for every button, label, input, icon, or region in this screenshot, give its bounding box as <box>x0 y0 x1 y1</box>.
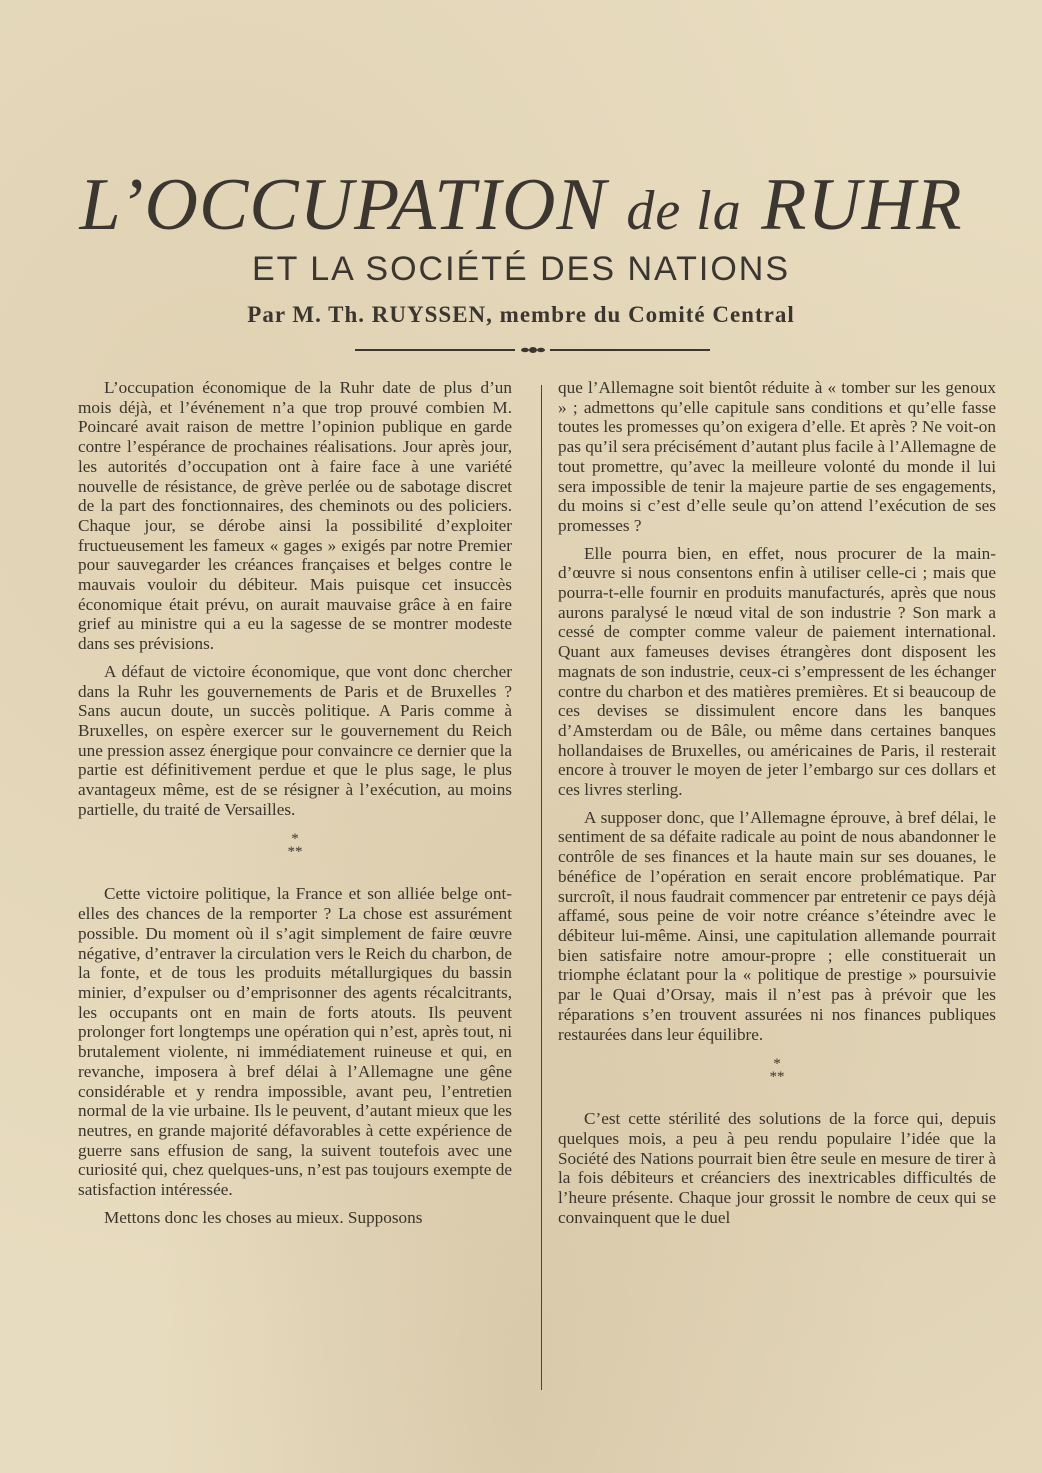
article-byline: Par M. Th. RUYSSEN, membre du Comité Central <box>247 302 795 327</box>
title-part-occupation: L’OCCUPATION <box>79 164 607 246</box>
ornament-line-right <box>550 349 710 351</box>
ornament-flourish-icon <box>520 345 546 355</box>
asterism-separator <box>558 1056 996 1086</box>
paragraph: Elle pourra bien, en effet, nous procurer de la main-d’œuvre si nous consentons enfin à utiliser celle-ci ; mais que pourra-t-elle fournir en produits manufacturés, après que nous aurons paralysé le nœud vital de son industrie ? Son mark a cessé de compter comme valeur de paiement international. Quant aux fameuses devises étrangères dont disposent les magnats de son industrie, ceux-ci s’empressent de les échanger contre du charbon et des matières premières. Et si beaucoup de ces devises se dissimulent encore dans les banques d’Amsterdam ou de Bâle, ou même dans certaines banques hollandaises de Bruxelles, ou américaines de Paris, il resterait encore à trouver le moyen de jeter l’embargo sur ces dollars et ces livres sterling. <box>558 543 996 800</box>
asterism-star: * <box>769 1069 777 1086</box>
right-column <box>558 378 996 1235</box>
paragraph: C’est cette stérilité des solutions de la force qui, depuis quelques mois, a peu à peu rendu populaire l’idée que la Société des Nations pourrait bien être seule en mesure de tirer à la fois débiteurs et créanciers des inextricables difficultés de l’heure présente. Chaque jour grossit le nombre de ceux qui se convainquent que le duel <box>558 1109 996 1227</box>
paragraph: A défaut de victoire économique, que vont donc chercher dans la Ruhr les gouvernements de Paris et de Bruxelles ? Sans aucun doute, un succès politique. A Paris comme à Bruxelles, on espère exercer sur le gouvernement du Reich une pression assez énergique pour convaincre ce dernier que la partie est définitivement perdue et que le plus sage, le plus avantageux même, est de se résigner à l’exécution, au moins partielle, du traité de Versailles. <box>78 661 512 819</box>
asterism-star: * <box>291 831 299 848</box>
paragraph: A supposer donc, que l’Allemagne éprouve, à bref délai, le sentiment de sa défaite radicale au point de nous abandonner le contrôle de ses finances et la haute main sur ses douanes, le bénéfice de l’opération en serait encore problématique. Par surcroît, il nous faudrait commencer par entretenir ce pays déjà affamé, sous peine de voir notre créance s’éteindre avec le débiteur lui-même. Ainsi, une capitulation allemande pourrait bien satisfaire notre amour-propre ; elle constituerait un triomphe éclatant pour la « politique de prestige » poursuivie par le Quai d’Orsay, mais il n’est pas à prévoir que les réparations s’en trouvent assurées ni nos finances publiques restaurées dans leur équilibre. <box>558 807 996 1044</box>
asterism-star: * <box>777 1069 785 1086</box>
title-ornament <box>355 345 710 355</box>
left-column <box>78 378 512 1235</box>
paragraph: Cette victoire politique, la France et son alliée belge ont-elles des chances de la remporter ? La chose est assurément possible. Du moment où il s’agit simplement de faire œuvre négative, d’entraver la circulation vers le Reich du charbon, de la fonte, et de tous les produits métallurgiques du bassin minier, d’expulser ou d’emprisonner des agents récalcitrants, les occupants ont en main de forts atouts. Ils peuvent prolonger fort longtemps une opération qui n’est, après tout, ni brutalement violente, ni immédiatement ruineuse et qui, en revanche, imposera à bref délai à l’Allemagne une gêne considérable et y rendra impossible, avant peu, l’entretien normal de la vie urbaine. Ils le peuvent, d’autant mieux que les neutres, en grande majorité défavorables à cette expérience de guerre sans effusion de sang, la suivent toutefois avec une curiosité qui, chez quelques-uns, n’est pas toujours exempte de satisfaction intéressée. <box>78 884 512 1200</box>
asterism-star: * <box>773 1056 781 1073</box>
title-part-ruhr: RUHR <box>761 164 963 246</box>
asterism-separator <box>78 831 512 861</box>
article-title <box>0 160 1042 256</box>
asterism-star: * <box>287 844 295 861</box>
ornament-line-left <box>355 349 515 351</box>
column-divider <box>541 385 542 1390</box>
paragraph: Mettons donc les choses au mieux. Supposons <box>104 1207 423 1227</box>
article-subtitle: ET LA SOCIÉTÉ DES NATIONS <box>251 250 791 288</box>
paragraph: que l’Allemagne soit bientôt réduite à « tomber sur les genoux » ; admettons qu’elle capitule sans conditions et qu’elle fasse toutes les promesses qu’on exigera d’elle. Et après ? Ne voit-on pas qu’il sera précisément d’autant plus facile à l’Allemagne de tout promettre, qu’avec la meilleure volonté du monde il lui sera impossible de tenir la majeure partie de ses engagements, du moins si c’est d’elle seule qu’on attend l’exécution de ses promesses ? <box>558 378 996 535</box>
title-part-de-la: de la <box>626 180 742 242</box>
paragraph: L’occupation économique de la Ruhr date de plus d’un mois déjà, et l’événement n’a que trop prouvé combien M. Poincaré avait raison de mettre l’opinion publique en garde contre l’espérance de prochaines réalisations. Jour après jour, les autorités d’occupation ont à faire face à une variété nouvelle de résistance, de grève perlée ou de sabotage discret de la part des fonctionnaires, des cheminots ou des policiers. Chaque jour, se dérobe ainsi la possibilité d’exploiter fructueusement les fameux « gages » exigés par notre Premier pour sauvegarder les créances françaises et belges contre le mauvais vouloir du débiteur. Mais puisque cet insuccès économique était prévu, on aurait mauvaise grâce à en faire grief au ministre qui a eu la sagesse de se montrer modeste dans ses prévisions. <box>78 378 512 654</box>
asterism-star: * <box>295 844 303 861</box>
